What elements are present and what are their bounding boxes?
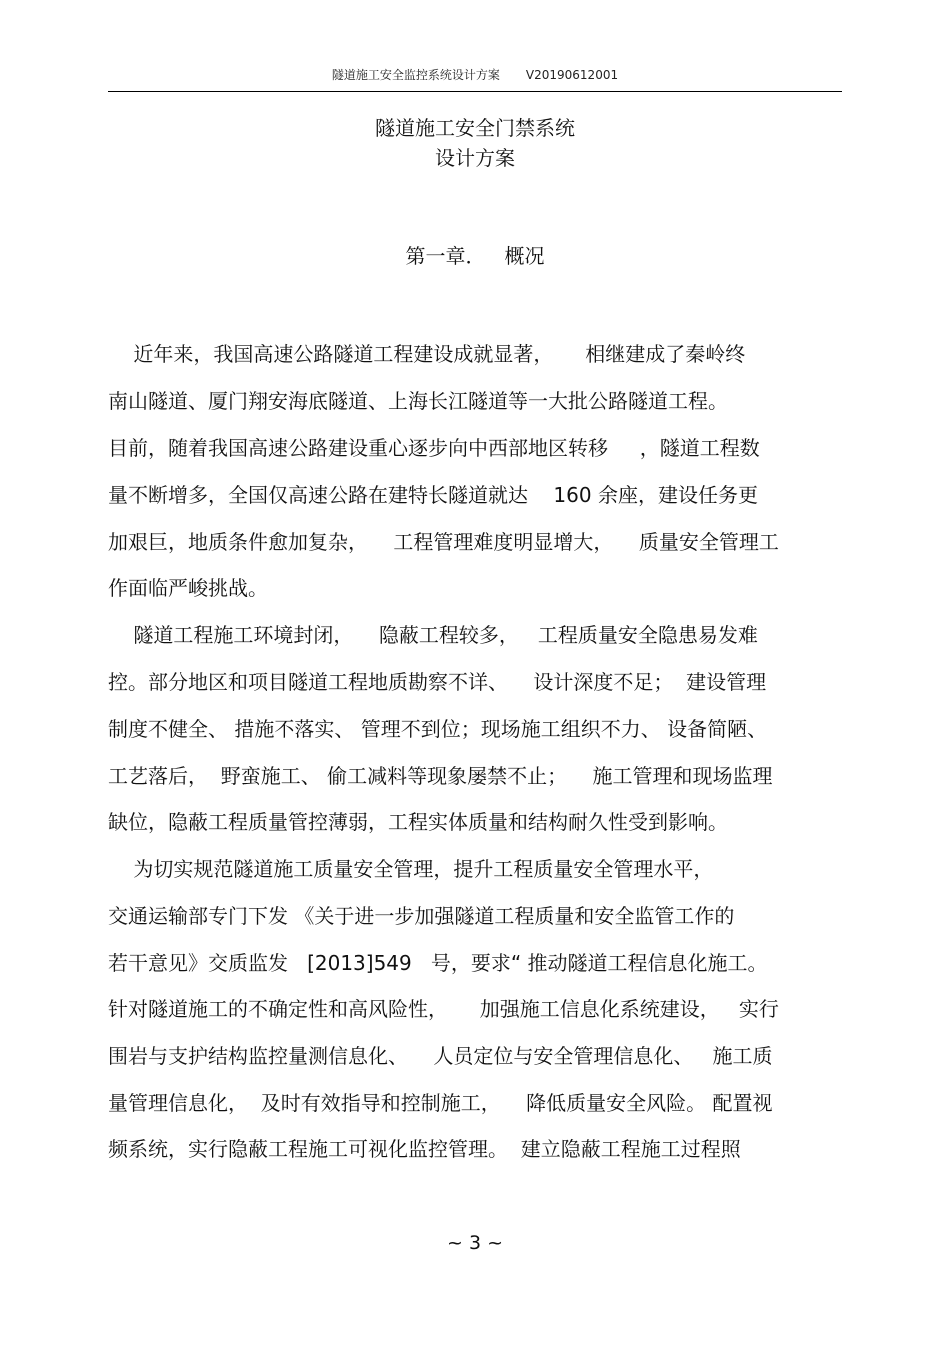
header-version: V20190612001: [525, 68, 619, 82]
body-line-1: 近年来，我国高速公路隧道工程建设成就显著， 相继建成了秦岭终: [108, 342, 746, 366]
header-rule: [108, 91, 842, 92]
body-line-8: 控。部分地区和项目隧道工程地质勘察不详、 设计深度不足； 建设管理: [108, 670, 767, 694]
body-line-13: 交通运输部专门下发 《关于进一步加强隧道工程质量和安全监管工作的: [108, 904, 735, 928]
page-number: ~ 3 ~: [446, 1232, 503, 1254]
header-title: 隧道施工安全监控系统设计方案: [331, 68, 500, 82]
body-line-9: 制度不健全、 措施不落实、 管理不到位；现场施工组织不力、 设备简陋、: [108, 717, 768, 741]
body-line-10: 工艺落后， 野蛮施工、 偷工减料等现象屡禁不止； 施工管理和现场监理: [108, 764, 773, 788]
body-line-15: 针对隧道施工的不确定性和高风险性， 加强施工信息化系统建设， 实行: [108, 997, 779, 1021]
body-line-11: 缺位，隐蔽工程质量管控薄弱，工程实体质量和结构耐久性受到影响。: [108, 810, 728, 834]
body-line-7: 隧道工程施工环境封闭， 隐蔽工程较多， 工程质量安全隐患易发难: [108, 623, 758, 647]
body-line-17: 量管理信息化， 及时有效指导和控制施工， 降低质量安全风险。 配置视: [108, 1091, 773, 1115]
body-line-5: 加艰巨，地质条件愈加复杂， 工程管理难度明显增大， 质量安全管理工: [108, 530, 779, 554]
body-line-18: 频系统，实行隐蔽工程施工可视化监控管理。 建立隐蔽工程施工过程照: [108, 1137, 741, 1161]
document-title-line-1: 隧道施工安全门禁系统: [375, 116, 575, 140]
body-line-16: 围岩与支护结构监控量测信息化、 人员定位与安全管理信息化、 施工质: [108, 1044, 773, 1068]
body-line-6: 作面临严峻挑战。: [108, 576, 268, 600]
body-line-14: 若干意见》交质监发 [2013]549 号，要求“ 推动隧道工程信息化施工。: [108, 951, 768, 975]
chapter-heading: 第一章． 概况: [405, 244, 545, 268]
body-line-12: 为切实规范隧道施工质量安全管理，提升工程质量安全管理水平，: [108, 857, 714, 881]
running-header: [108, 66, 842, 90]
body-line-4: 量不断增多，全国仅高速公路在建特长隧道就达 160 余座，建设任务更: [108, 483, 758, 507]
document-title-line-2: 设计方案: [435, 146, 515, 170]
body-line-3: 目前，随着我国高速公路建设重心逐步向中西部地区转移 ，隧道工程数: [108, 436, 760, 460]
body-line-2: 南山隧道、厦门翔安海底隧道、上海长江隧道等一大批公路隧道工程。: [108, 389, 728, 413]
